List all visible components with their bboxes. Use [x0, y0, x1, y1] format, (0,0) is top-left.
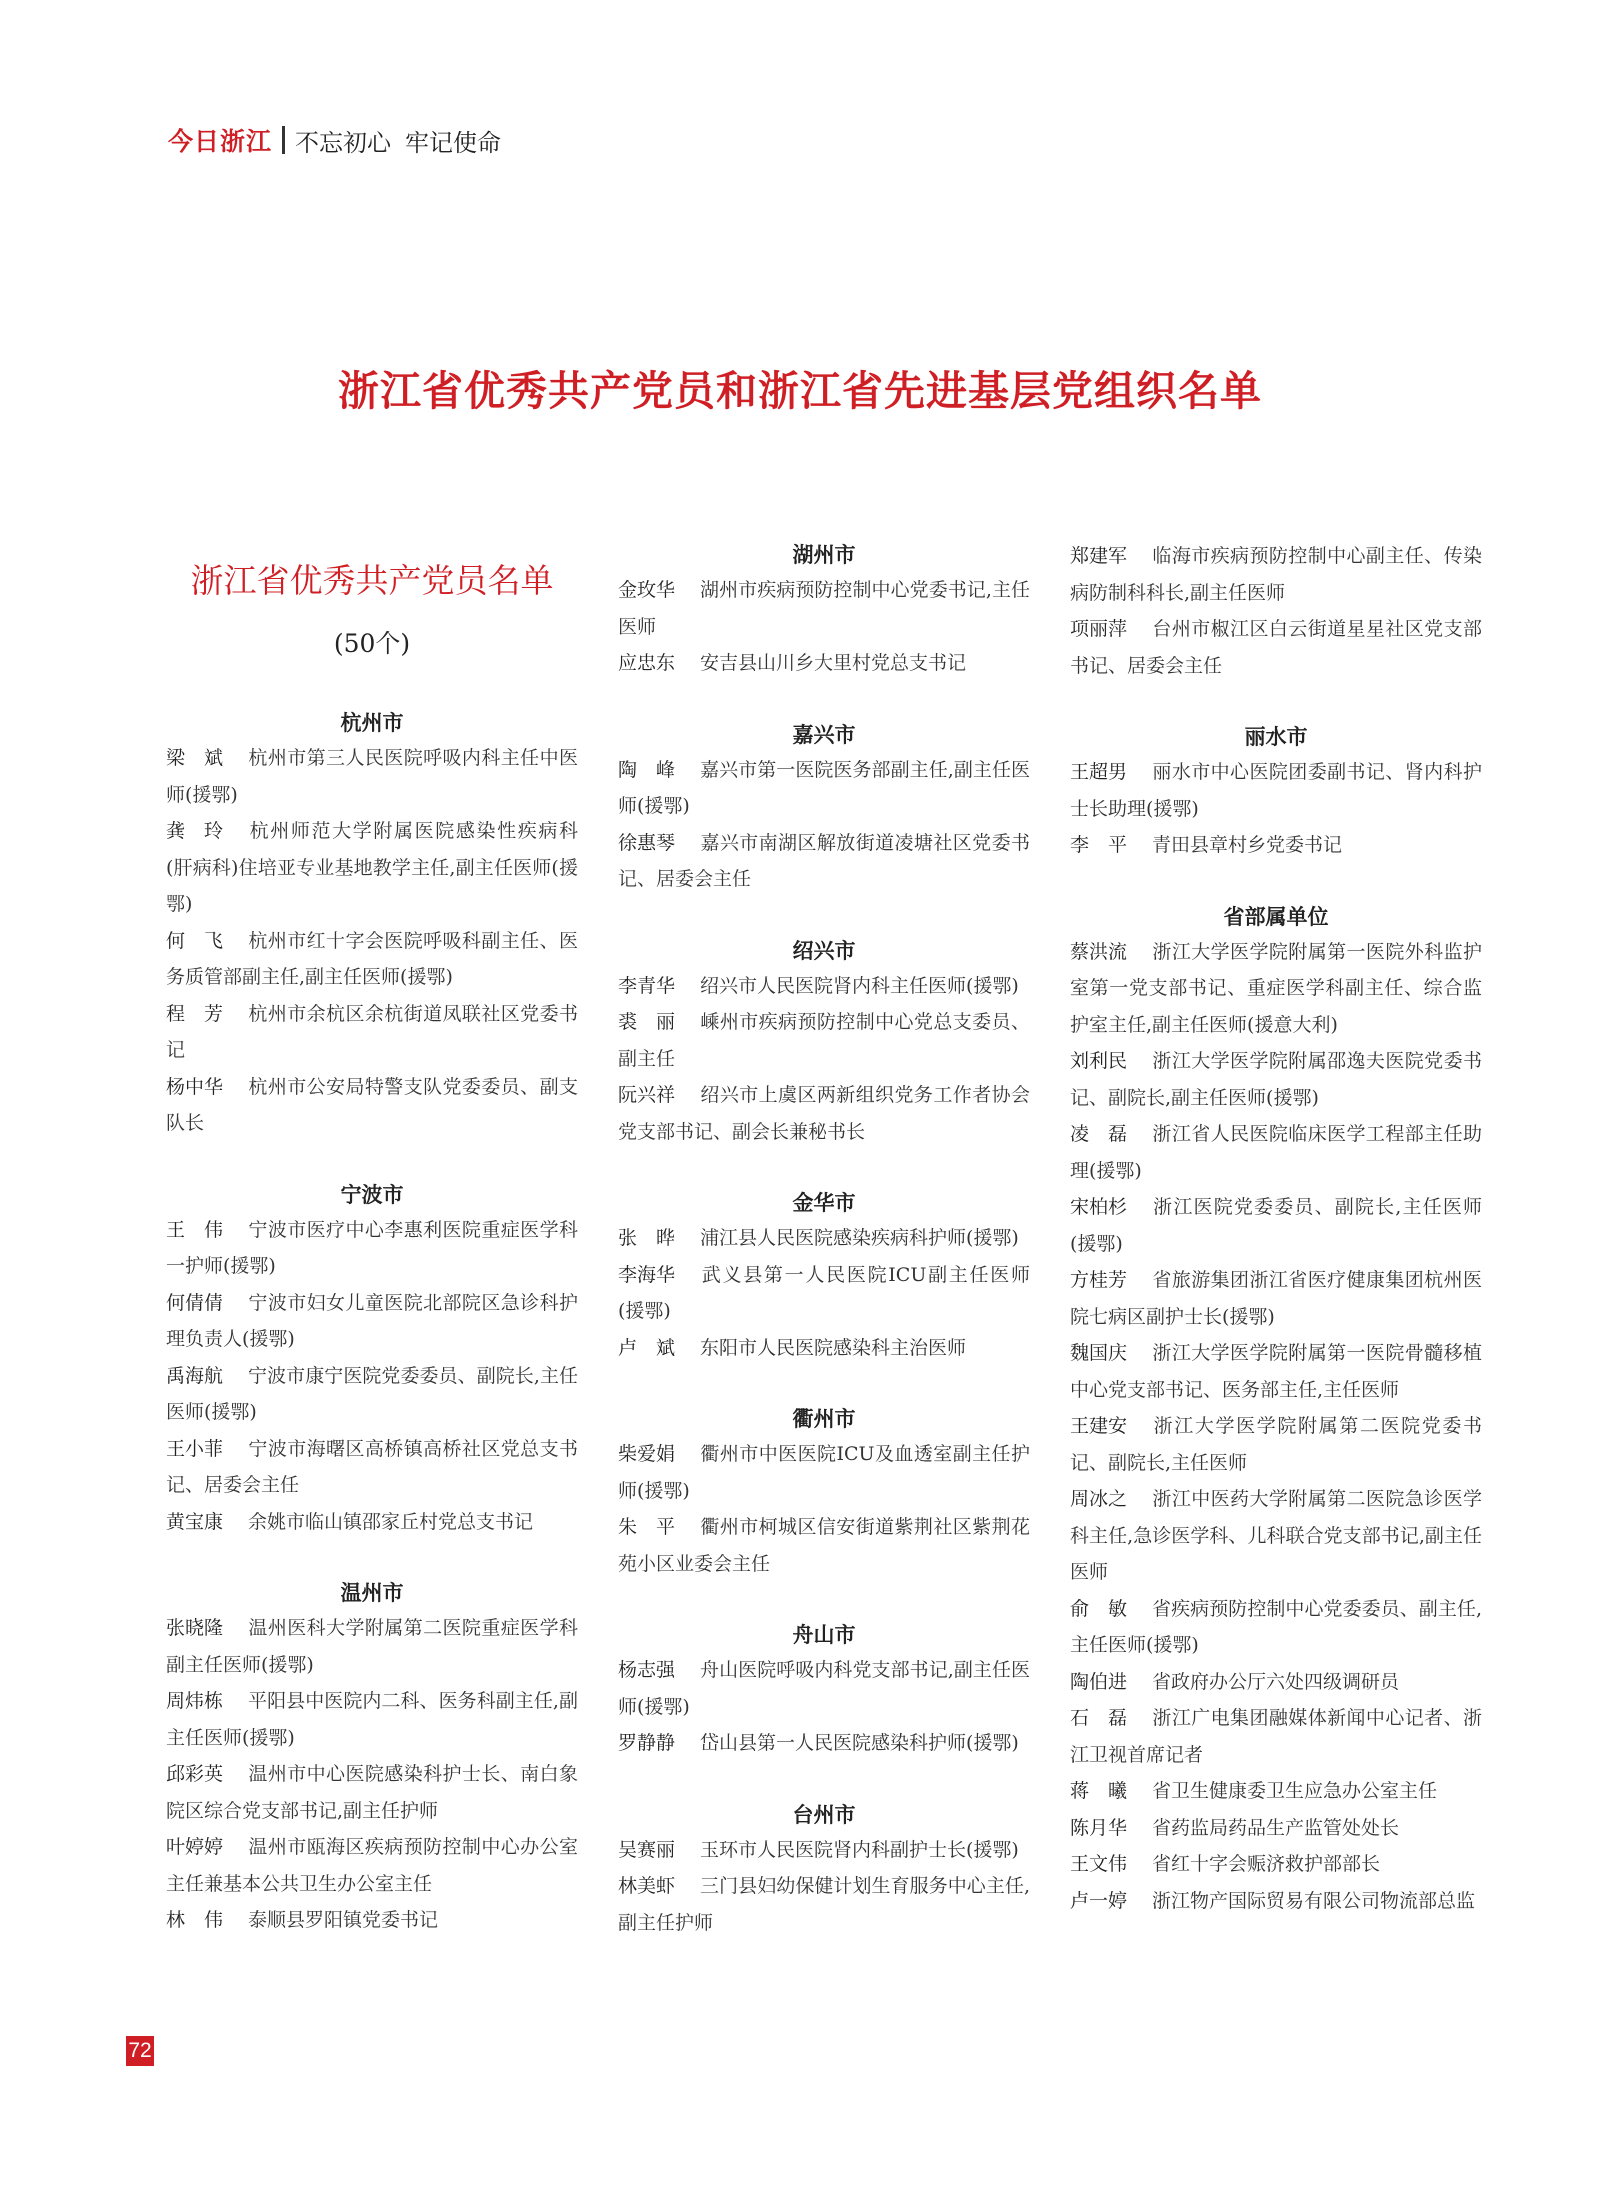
member-description: 余姚市临山镇邵家丘村党总支书记 — [248, 1510, 534, 1533]
list-item — [166, 1829, 578, 1902]
member-name: 郑建军 — [1070, 545, 1128, 567]
list-item — [1070, 1810, 1482, 1847]
section-gap — [618, 682, 1030, 718]
member-name: 李海华 — [618, 1263, 676, 1286]
member-name: 金玫华 — [618, 579, 676, 601]
list-item — [1070, 611, 1482, 684]
member-name: 李 平 — [1070, 834, 1128, 856]
section-gap — [618, 1582, 1030, 1618]
member-description: 省卫生健康委卫生应急办公室主任 — [1152, 1780, 1438, 1802]
list-item — [618, 645, 1030, 682]
member-description: 安吉县山川乡大里村党总支书记 — [700, 652, 967, 674]
member-description: 温州市中心医院感染科护士长、南白象院区综合党支部书记,副主任护师 — [166, 1763, 578, 1822]
header-slogan — [295, 123, 515, 158]
region-heading: 省部属单位 — [1223, 904, 1329, 929]
member-name: 林 伟 — [166, 1909, 224, 1931]
list-item — [1070, 1408, 1482, 1481]
list-item — [166, 1069, 578, 1142]
member-name: 王小菲 — [166, 1437, 224, 1460]
member-name: 宋柏杉 — [1070, 1196, 1128, 1218]
section-gap — [1070, 684, 1482, 720]
member-name: 卢一婷 — [1070, 1889, 1128, 1912]
list-item — [166, 1431, 578, 1504]
member-name: 陈月华 — [1070, 1816, 1128, 1839]
list-item — [1070, 1481, 1482, 1591]
region-heading: 衢州市 — [792, 1407, 856, 1431]
magazine-logo: 今日浙江 — [168, 127, 273, 156]
list-item — [166, 1683, 578, 1756]
section-count: (50个) — [333, 629, 411, 658]
member-name: 朱 平 — [618, 1516, 676, 1538]
section-title: 浙江省优秀共产党员名单 — [190, 561, 554, 600]
list-item — [1070, 934, 1482, 1044]
list-item — [1070, 1883, 1482, 1920]
list-item — [618, 1004, 1030, 1077]
member-name: 方桂芳 — [1070, 1269, 1128, 1291]
member-description: 浦江县人民医院感染疾病科护师(援鄂) — [700, 1227, 1019, 1249]
member-name: 王文伟 — [1070, 1853, 1128, 1875]
region-heading: 台州市 — [792, 1802, 856, 1827]
region-heading: 金华市 — [792, 1191, 856, 1215]
member-description: 杭州市公安局特警支队党委委员、副支队长 — [166, 1075, 578, 1134]
list-item — [618, 1725, 1030, 1762]
list-item — [618, 1509, 1030, 1582]
member-description: 杭州市第三人民医院呼吸内科主任中医师(援鄂) — [166, 747, 578, 806]
member-description: 绍兴市人民医院肾内科主任医师(援鄂) — [700, 974, 1019, 997]
list-item — [166, 1212, 578, 1285]
member-name: 张 晔 — [618, 1227, 676, 1249]
section-gap — [618, 1150, 1030, 1186]
list-item — [618, 752, 1030, 825]
list-item — [166, 1610, 578, 1683]
member-description: 省药监局药品生产监管处处长 — [1152, 1816, 1400, 1839]
section-gap — [166, 1142, 578, 1178]
member-description: 浙江医院党委委员、副院长,主任医师(援鄂) — [1070, 1196, 1482, 1255]
member-name: 俞 敏 — [1070, 1597, 1128, 1620]
list-item — [1070, 1591, 1482, 1664]
member-name: 蒋 曦 — [1070, 1780, 1128, 1802]
section-gap — [618, 898, 1030, 934]
member-name: 蔡洪流 — [1070, 940, 1128, 963]
member-description: 岱山县第一人民医院感染科护师(援鄂) — [700, 1732, 1019, 1754]
member-description: 玉环市人民医院肾内科副护士长(援鄂) — [700, 1838, 1019, 1861]
member-name: 裘 丽 — [618, 1011, 676, 1033]
member-description: 浙江大学医学院附属第二医院党委书记、副院长,主任医师 — [1070, 1415, 1482, 1474]
column-left — [166, 706, 578, 1939]
member-description: 省旅游集团浙江省医疗健康集团杭州医院七病区副护士长(援鄂) — [1070, 1269, 1482, 1328]
list-item — [1070, 1335, 1482, 1408]
member-name: 梁 斌 — [166, 747, 224, 769]
slogan-part-2: 牢记使命 — [405, 128, 502, 157]
member-name: 李青华 — [618, 974, 676, 997]
member-name: 石 磊 — [1070, 1707, 1128, 1729]
member-name: 龚 玲 — [166, 820, 224, 842]
member-name: 张晓隆 — [166, 1617, 224, 1639]
member-name: 何 飞 — [166, 929, 224, 952]
member-description: 杭州师范大学附属医院感染性疾病科(肝病科)住培亚专业基地教学主任,副主任医师(援鄂) — [166, 820, 578, 915]
member-description: 嘉兴市第一医院医务部副主任,副主任医师(援鄂) — [618, 758, 1030, 817]
member-description: 东阳市人民医院感染科主治医师 — [700, 1336, 967, 1359]
member-name: 程 芳 — [166, 1002, 224, 1025]
region-heading: 嘉兴市 — [792, 722, 856, 747]
member-description: 湖州市疾病预防控制中心党委书记,主任医师 — [618, 579, 1030, 638]
member-name: 柴爱娟 — [618, 1443, 676, 1465]
member-description: 丽水市中心医院团委副书记、肾内科护士长助理(援鄂) — [1070, 761, 1482, 820]
list-item — [1070, 1116, 1482, 1189]
member-description: 浙江中医药大学附属第二医院急诊医学科主任,急诊医学科、儿科联合党支部书记,副主任医师 — [1070, 1488, 1482, 1583]
list-item — [618, 572, 1030, 645]
member-name: 王 伟 — [166, 1218, 224, 1241]
list-item — [618, 1257, 1030, 1330]
page-number: 72 — [126, 2036, 154, 2066]
list-item — [618, 1077, 1030, 1150]
page-title: 浙江省优秀共产党员和浙江省先进基层党组织名单 — [338, 367, 1262, 415]
member-name: 卢 斌 — [618, 1336, 676, 1359]
member-description: 浙江物产国际贸易有限公司物流部总监 — [1152, 1889, 1476, 1912]
list-item — [618, 1220, 1030, 1257]
member-description: 绍兴市上虞区两新组织党务工作者协会党支部书记、副会长兼秘书长 — [618, 1084, 1030, 1143]
list-item — [1070, 538, 1482, 611]
column-middle — [618, 538, 1030, 1941]
member-description: 杭州市余杭区余杭街道凤联社区党委书记 — [166, 1002, 578, 1061]
list-item — [1070, 754, 1482, 827]
list-item — [618, 1652, 1030, 1725]
member-name: 刘利民 — [1070, 1050, 1128, 1072]
list-item — [618, 825, 1030, 898]
list-item — [166, 813, 578, 923]
member-name: 王建安 — [1070, 1415, 1128, 1437]
member-name: 陶伯进 — [1070, 1670, 1128, 1693]
member-name: 魏国庆 — [1070, 1342, 1128, 1364]
member-name: 禹海航 — [166, 1364, 224, 1387]
list-item — [166, 740, 578, 813]
member-description: 宁波市海曙区高桥镇高桥社区党总支书记、居委会主任 — [166, 1437, 578, 1496]
member-description: 浙江大学医学院附属第一医院骨髓移植中心党支部书记、医务部主任,主任医师 — [1070, 1342, 1482, 1401]
member-description: 浙江省人民医院临床医学工程部主任助理(援鄂) — [1070, 1123, 1482, 1182]
page-header — [168, 120, 515, 160]
member-description: 省红十字会赈济救护部部长 — [1152, 1853, 1381, 1875]
member-name: 项丽萍 — [1070, 618, 1128, 640]
member-name: 王超男 — [1070, 761, 1128, 783]
member-name: 黄宝康 — [166, 1510, 224, 1533]
member-description: 浙江大学医学院附属第一医院外科监护室第一党支部书记、重症医学科副主任、综合监护室主任,副主任医师(援意大利) — [1070, 940, 1482, 1036]
section-gap — [618, 1762, 1030, 1798]
region-heading: 杭州市 — [340, 711, 404, 735]
region-heading: 丽水市 — [1244, 725, 1308, 749]
list-item — [618, 1436, 1030, 1509]
region-heading: 湖州市 — [792, 543, 856, 567]
slogan-part-1: 不忘初心 — [295, 128, 392, 157]
region-heading: 舟山市 — [792, 1623, 856, 1647]
member-description: 青田县章村乡党委书记 — [1152, 834, 1343, 856]
list-item — [166, 1902, 578, 1939]
section-gap — [166, 1540, 578, 1576]
member-name: 凌 磊 — [1070, 1123, 1128, 1145]
list-item — [1070, 827, 1482, 864]
member-description: 杭州市红十字会医院呼吸科副主任、医务质管部副主任,副主任医师(援鄂) — [166, 929, 578, 988]
column-right — [1070, 538, 1482, 1919]
list-item — [166, 1358, 578, 1431]
member-description: 三门县妇幼保健计划生育服务中心主任,副主任护师 — [618, 1875, 1030, 1934]
member-description: 温州市瓯海区疾病预防控制中心办公室主任兼基本公共卫生办公室主任 — [166, 1836, 578, 1895]
list-item — [1070, 1846, 1482, 1883]
member-name: 叶婷婷 — [166, 1836, 224, 1858]
member-description: 舟山医院呼吸内科党支部书记,副主任医师(援鄂) — [618, 1659, 1030, 1718]
list-item — [1070, 1773, 1482, 1810]
member-description: 宁波市医疗中心李惠利医院重症医学科一护师(援鄂) — [166, 1218, 578, 1277]
member-name: 杨中华 — [166, 1075, 224, 1098]
member-name: 何倩倩 — [166, 1291, 224, 1314]
member-description: 台州市椒江区白云街道星星社区党支部书记、居委会主任 — [1070, 618, 1482, 677]
member-description: 省政府办公厅六处四级调研员 — [1152, 1670, 1400, 1693]
region-heading: 温州市 — [340, 1581, 404, 1605]
header-divider — [282, 126, 285, 154]
list-item — [618, 968, 1030, 1005]
list-item — [166, 1285, 578, 1358]
list-item — [618, 1868, 1030, 1941]
member-description: 平阳县中医院内二科、医务科副主任,副主任医师(援鄂) — [166, 1690, 578, 1749]
member-description: 浙江广电集团融媒体新闻中心记者、浙江卫视首席记者 — [1070, 1707, 1482, 1766]
member-name: 吴赛丽 — [618, 1838, 676, 1861]
section-gap — [1070, 864, 1482, 900]
member-description: 浙江大学医学院附属邵逸夫医院党委书记、副院长,副主任医师(援鄂) — [1070, 1050, 1482, 1109]
member-name: 林美虾 — [618, 1875, 676, 1897]
member-name: 徐惠琴 — [618, 831, 676, 854]
list-item — [166, 1756, 578, 1829]
list-item — [1070, 1700, 1482, 1773]
list-item — [618, 1330, 1030, 1367]
member-name: 邱彩英 — [166, 1763, 224, 1785]
member-name: 周炜栋 — [166, 1690, 224, 1712]
region-heading: 宁波市 — [340, 1182, 404, 1207]
list-item — [166, 996, 578, 1069]
member-description: 衢州市柯城区信安街道紫荆社区紫荆花苑小区业委会主任 — [618, 1516, 1030, 1575]
member-description: 武义县第一人民医院ICU副主任医师(援鄂) — [618, 1263, 1030, 1322]
list-item — [1070, 1189, 1482, 1262]
list-item — [1070, 1664, 1482, 1701]
list-item — [166, 923, 578, 996]
member-name: 阮兴祥 — [618, 1084, 676, 1106]
member-description: 泰顺县罗阳镇党委书记 — [248, 1909, 439, 1931]
member-description: 宁波市妇女儿童医院北部院区急诊科护理负责人(援鄂) — [166, 1291, 578, 1350]
region-heading: 绍兴市 — [792, 938, 856, 963]
member-description: 温州医科大学附属第二医院重症医学科副主任医师(援鄂) — [166, 1617, 578, 1676]
member-description: 宁波市康宁医院党委委员、副院长,主任医师(援鄂) — [166, 1364, 578, 1423]
list-item — [1070, 1043, 1482, 1116]
member-description: 省疾病预防控制中心党委委员、副主任,主任医师(援鄂) — [1070, 1597, 1482, 1656]
list-item — [166, 1504, 578, 1541]
list-item — [618, 1832, 1030, 1869]
member-description: 临海市疾病预防控制中心副主任、传染病防制科科长,副主任医师 — [1070, 545, 1482, 604]
member-name: 应忠东 — [618, 652, 676, 674]
member-name: 罗静静 — [618, 1732, 676, 1754]
member-description: 嵊州市疾病预防控制中心党总支委员、副主任 — [618, 1011, 1030, 1070]
member-name: 周冰之 — [1070, 1488, 1128, 1510]
member-name: 陶 峰 — [618, 758, 676, 781]
member-name: 杨志强 — [618, 1659, 676, 1681]
section-gap — [618, 1366, 1030, 1402]
member-description: 衢州市中医医院ICU及血透室副主任护师(援鄂) — [618, 1443, 1030, 1502]
list-item — [1070, 1262, 1482, 1335]
member-description: 嘉兴市南湖区解放街道凌塘社区党委书记、居委会主任 — [618, 831, 1030, 890]
